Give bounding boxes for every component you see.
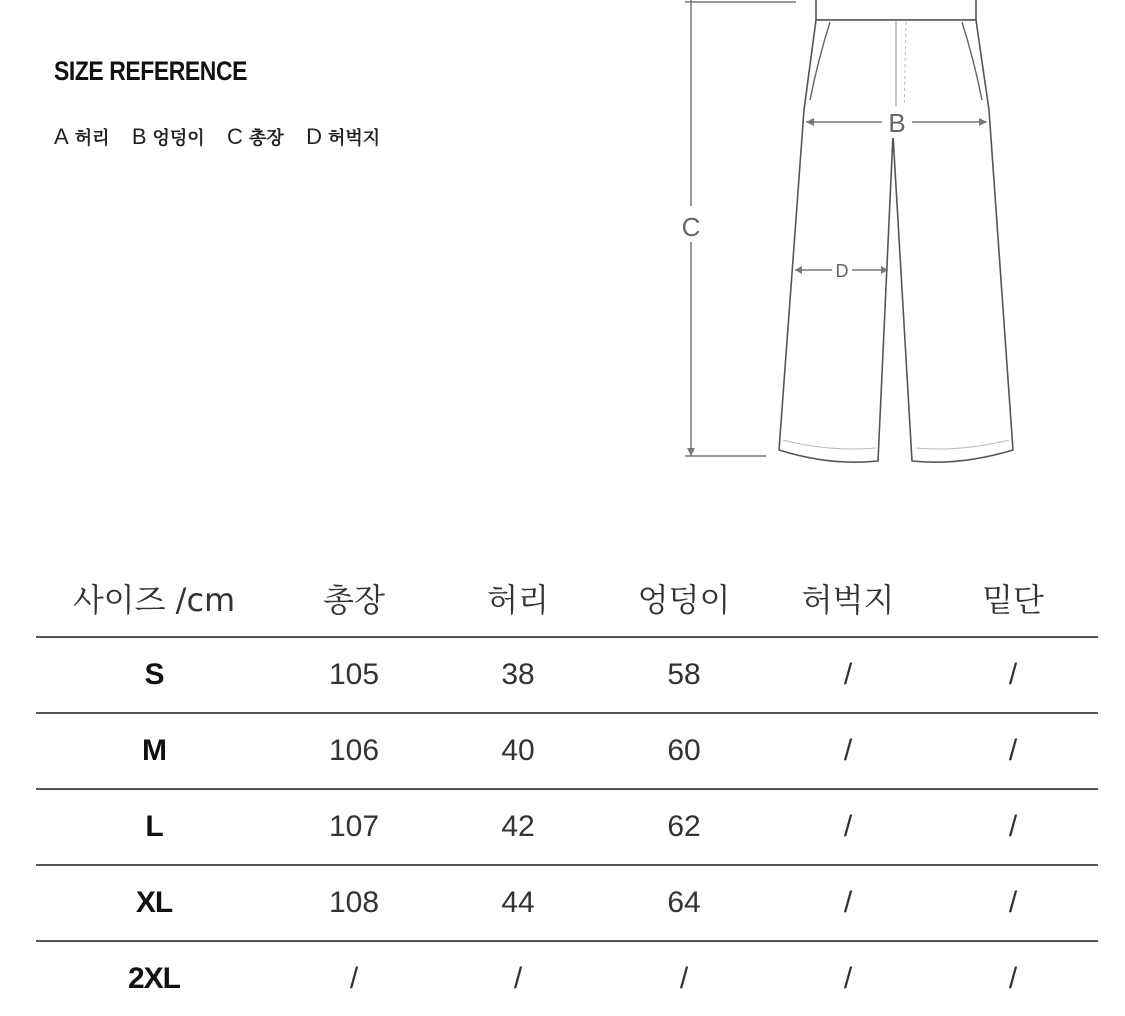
legend-item-c	[227, 124, 284, 150]
header-thigh: 허벅지	[768, 560, 928, 637]
waist-value: 40	[436, 713, 600, 789]
total-length-value: 105	[272, 637, 436, 713]
legend-letter: A	[54, 124, 69, 149]
header-hem: 밑단	[928, 560, 1098, 637]
legend-name: 엉덩이	[152, 128, 205, 149]
hem-value: /	[928, 637, 1098, 713]
table-header-row	[36, 560, 1098, 637]
total-length-value: /	[349, 962, 359, 995]
legend-name: 총장	[248, 128, 284, 149]
legend-letter: C	[227, 124, 243, 149]
table-row	[36, 941, 1098, 1016]
measurement-legend	[54, 124, 396, 150]
thigh-value: /	[843, 962, 853, 995]
size-label: XL	[36, 865, 272, 941]
header-total-length: 총장	[272, 560, 436, 637]
size-label: S	[36, 637, 272, 713]
legend-item-d	[306, 124, 380, 150]
hip-value: 60	[600, 713, 768, 789]
total-length-value: 107	[272, 789, 436, 865]
table-row	[36, 713, 1098, 789]
legend-letter: B	[131, 124, 147, 149]
hem-value: /	[928, 789, 1098, 865]
hem-value: /	[1008, 962, 1018, 995]
legend-letter: D	[306, 124, 322, 149]
thigh-value: /	[768, 713, 928, 789]
hip-value: 62	[600, 789, 768, 865]
header-hip: 엉덩이	[600, 560, 768, 637]
diagram-label-c: C	[681, 212, 701, 242]
waistband	[816, 0, 976, 20]
thigh-value: /	[768, 865, 928, 941]
pants-outline-illustration	[660, 0, 1060, 480]
hem-value: /	[928, 865, 1098, 941]
table-row	[36, 865, 1098, 941]
hem-value: /	[928, 713, 1098, 789]
length-arrow-bottom	[687, 448, 695, 456]
thigh-value: /	[768, 637, 928, 713]
diagram-label-b: B	[888, 108, 906, 138]
hip-value: 58	[600, 637, 768, 713]
size-label: M	[36, 713, 272, 789]
table-row	[36, 789, 1098, 865]
hip-value: 64	[600, 865, 768, 941]
total-length-value: 108	[272, 865, 436, 941]
legend-item-a	[54, 124, 109, 150]
pants-diagram	[660, 0, 1060, 480]
header-waist: 허리	[436, 560, 600, 637]
size-label: L	[36, 789, 272, 865]
size-label: 2XL	[127, 962, 181, 995]
size-reference-title: SIZE REFERENCE	[54, 56, 247, 86]
waist-value: 38	[436, 637, 600, 713]
diagram-label-d: D	[835, 261, 849, 281]
waist-value: 42	[436, 789, 600, 865]
size-chart-table	[36, 560, 1098, 1016]
legend-name: 허리	[74, 128, 110, 149]
thigh-value: /	[768, 789, 928, 865]
total-length-value: 106	[272, 713, 436, 789]
table-row	[36, 637, 1098, 713]
legend-item-b	[132, 124, 205, 150]
hip-value: /	[679, 962, 689, 995]
legend-name: 허벅지	[327, 128, 381, 149]
waist-value: /	[513, 962, 523, 995]
waist-value: 44	[436, 865, 600, 941]
header-size-unit: 사이즈 /cm	[36, 560, 272, 637]
